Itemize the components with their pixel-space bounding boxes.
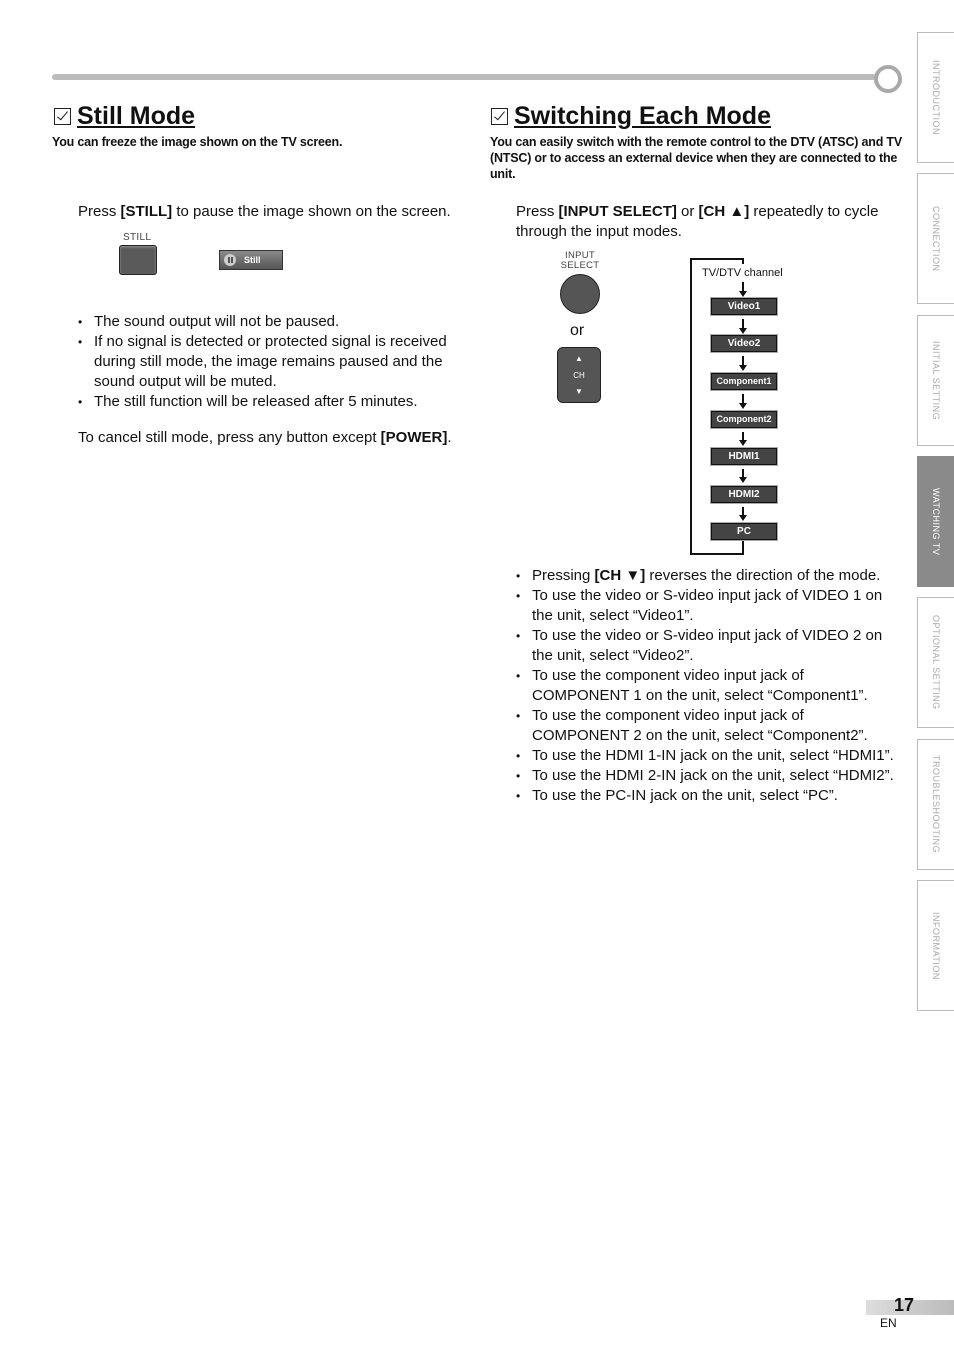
- switching-mode-subtitle: You can easily switch with the remote control to the DTV (ATSC) and TV (NTSC) or to access an external device when they are connected to the unit.: [490, 135, 902, 181]
- mode-hdmi2: HDMI2: [711, 486, 777, 503]
- text: to pause the image shown on the screen.: [172, 203, 451, 220]
- list-item: • To use the component video input jack of COMPONENT 2 on the unit, select “Component2”.: [516, 706, 901, 746]
- input-select-button-icon: [560, 274, 600, 314]
- text: .: [447, 429, 452, 446]
- tab-label: WATCHING TV: [931, 487, 941, 556]
- still-press-instruction: [78, 202, 468, 222]
- still-osd-label: Still: [244, 255, 261, 265]
- tab-watching-tv[interactable]: [917, 456, 954, 587]
- flow-return-line-bottom: [690, 553, 744, 555]
- list-item: • To use the video or S-video input jack of VIDEO 1 on the unit, select “Video1”.: [516, 586, 901, 626]
- flow-return-line-top: [690, 258, 744, 260]
- list-item: • The sound output will not be paused.: [78, 312, 468, 332]
- tab-information[interactable]: [917, 880, 954, 1011]
- switching-notes-list: [516, 566, 901, 806]
- still-key: [STILL]: [120, 203, 173, 220]
- arrow-down-icon: [739, 403, 747, 409]
- flow-connector: [742, 258, 744, 264]
- header-rule-circle: [874, 65, 902, 93]
- input-select-label: INPUT SELECT: [560, 250, 600, 271]
- or-label: or: [570, 322, 585, 339]
- tab-label: TROUBLESHOOTING: [931, 755, 941, 854]
- tab-label: INTRODUCTION: [931, 60, 941, 135]
- text: repeatedly to cycle through the input modes.: [516, 203, 879, 240]
- ch-up-key: [CH ▲]: [698, 203, 750, 220]
- flow-connector: [742, 541, 744, 555]
- still-osd-banner: [219, 250, 283, 270]
- ch-button-label: CH: [573, 370, 585, 380]
- power-key: [POWER]: [380, 429, 448, 446]
- still-cancel-instruction: [78, 428, 478, 448]
- arrow-down-icon: [739, 515, 747, 521]
- still-mode-heading: [54, 102, 195, 131]
- tab-troubleshooting[interactable]: [917, 739, 954, 870]
- list-item: • To use the HDMI 2-IN jack on the unit, select “HDMI2”.: [516, 766, 901, 786]
- still-mode-title: Still Mode: [77, 102, 196, 130]
- list-item: • To use the video or S-video input jack of VIDEO 2 on the unit, select “Video2”.: [516, 626, 901, 666]
- mode-video1: Video1: [711, 298, 777, 315]
- checkbox-icon: [491, 108, 508, 125]
- mode-pc: PC: [711, 523, 777, 540]
- list-item: • The still function will be released after 5 minutes.: [78, 392, 468, 412]
- text: To cancel still mode, press any button except: [78, 429, 381, 446]
- list-item: • To use the HDMI 1-IN jack on the unit, select “HDMI1”.: [516, 746, 901, 766]
- tab-label: INITIAL SETTING: [931, 340, 941, 421]
- text: Press: [78, 203, 121, 220]
- up-arrow-icon: ▲: [575, 354, 583, 363]
- mode-hdmi1: HDMI1: [711, 448, 777, 465]
- arrow-down-icon: [739, 477, 747, 483]
- arrow-down-icon: [739, 365, 747, 371]
- text: or: [676, 203, 699, 220]
- switching-press-instruction: [516, 202, 896, 242]
- still-button-label: STILL: [123, 232, 152, 243]
- mode-video2: Video2: [711, 335, 777, 352]
- tab-optional-setting[interactable]: [917, 597, 954, 728]
- switching-mode-title: Switching Each Mode: [514, 102, 771, 130]
- language-label: EN: [880, 1316, 897, 1330]
- list-item: • If no signal is detected or protected signal is received during still mode, the image remains paused and the sound output will be muted.: [78, 332, 468, 392]
- arrow-down-icon: [739, 440, 747, 446]
- list-item: • To use the PC-IN jack on the unit, select “PC”.: [516, 786, 901, 806]
- tab-introduction[interactable]: [917, 32, 954, 163]
- tab-initial-setting[interactable]: [917, 315, 954, 446]
- list-item: • To use the component video input jack of COMPONENT 1 on the unit, select “Component1”.: [516, 666, 901, 706]
- arrow-down-icon: [739, 328, 747, 334]
- tab-connection[interactable]: [917, 173, 954, 304]
- tab-label: INFORMATION: [931, 911, 941, 980]
- still-mode-subtitle: You can freeze the image shown on the TV screen.: [52, 135, 343, 149]
- switching-mode-heading: [491, 102, 771, 131]
- still-notes-list: [78, 312, 468, 412]
- text: reverses the direction of the mode.: [645, 567, 881, 584]
- arrow-down-icon: [739, 291, 747, 297]
- ch-down-key: [CH ▼]: [594, 567, 646, 584]
- tab-label: CONNECTION: [931, 205, 941, 272]
- text: Press: [516, 203, 559, 220]
- ch-button-icon: [557, 347, 601, 403]
- text: Pressing: [532, 567, 595, 584]
- header-rule: [52, 74, 876, 80]
- list-item: [516, 566, 901, 586]
- input-select-key: [INPUT SELECT]: [558, 203, 677, 220]
- checkbox-icon: [54, 108, 71, 125]
- down-arrow-icon: ▼: [575, 387, 583, 396]
- mode-component1: Component1: [711, 373, 777, 390]
- flow-return-line-left: [690, 258, 692, 555]
- pause-icon: [224, 254, 236, 266]
- page-number: 17: [894, 1295, 915, 1315]
- still-button-icon: [119, 245, 157, 275]
- tab-label: OPTIONAL SETTING: [931, 615, 941, 710]
- flow-top-label: TV/DTV channel: [702, 267, 783, 279]
- mode-component2: Component2: [711, 411, 777, 428]
